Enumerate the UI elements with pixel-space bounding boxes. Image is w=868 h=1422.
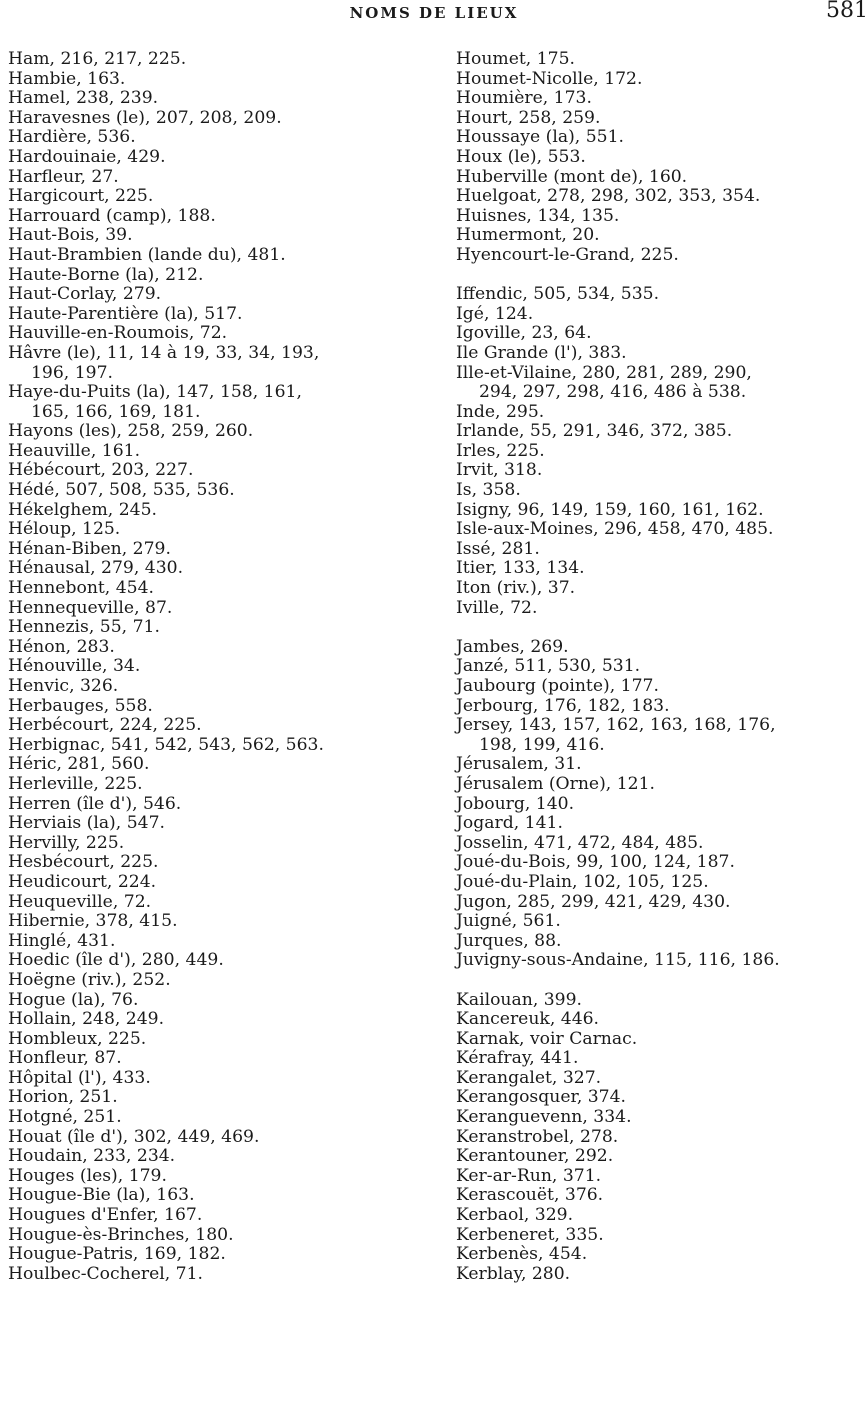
section-gap [456,971,868,991]
index-entry: Jambes, 269. [456,636,569,657]
index-entry: Harfleur, 27. [8,166,119,187]
index-entry: Haravesnes (le), 207, 208, 209. [8,107,282,128]
index-entry: Hennebont, 454. [8,578,154,599]
index-entry: Hébécourt, 203, 227. [8,460,194,481]
index-entry: Hauville-en-Roumois, 72. [8,323,228,344]
index-entry-continuation: 196, 197. [31,362,114,383]
index-entry: Héric, 281, 560. [8,754,150,775]
index-entry: Hinglé, 431. [8,930,116,951]
index-entry: Hombleux, 225. [8,1028,147,1049]
index-column-right [456,50,868,1284]
index-entry: Hardouinaie, 429. [8,146,166,167]
index-entry: Houat (île d'), 302, 449, 469. [8,1126,260,1147]
index-entry: Huelgoat, 278, 298, 302, 353, 354. [456,186,761,207]
index-entry: Kerantouner, 292. [456,1146,614,1167]
index-entry: Jerbourg, 176, 182, 183. [456,695,670,716]
index-entry: Hougue-Bie (la), 163. [8,1185,195,1206]
index-entry: Huberville (mont de), 160. [456,166,688,187]
index-entry: Kerblay, 280. [456,1263,571,1284]
index-entry: Hénouville, 34. [8,656,141,677]
index-entry: Heudicourt, 224. [8,871,157,892]
index-entry: Humermont, 20. [456,225,600,246]
index-entry: Jérusalem, 31. [456,754,582,775]
index-entry: Kancereuk, 446. [456,1009,600,1030]
index-entry: Hourt, 258, 259. [456,107,601,128]
index-entry: Hâvre (le), 11, 14 à 19, 33, 34, 193, [8,342,320,363]
index-entry: Kerascouët, 376. [456,1185,604,1206]
index-entry: Horion, 251. [8,1087,118,1108]
index-entry: Houx (le), 553. [456,146,586,167]
index-entry: Jurques, 88. [456,930,562,951]
index-entry: Hamel, 238, 239. [8,88,159,109]
index-entry: Isigny, 96, 149, 159, 160, 161, 162. [456,499,764,520]
index-entry: Houmière, 173. [456,88,592,109]
index-entry: Keranstrobel, 278. [456,1126,619,1147]
index-entry: Jobourg, 140. [456,793,575,814]
index-entry: Herbécourt, 224, 225. [8,715,202,736]
index-entry: Hotgné, 251. [8,1107,122,1128]
index-entry: Houges (les), 179. [8,1165,167,1186]
index-entry: Hougue-ès-Brinches, 180. [8,1224,234,1245]
index-column-left [8,50,428,1284]
index-entry: Irvit, 318. [456,460,543,481]
index-entry: Iville, 72. [456,597,538,618]
index-entry: Hoedic (île d'), 280, 449. [8,950,224,971]
index-entry: Keranguevenn, 334. [456,1107,632,1128]
index-entry: Haut-Bois, 39. [8,225,133,246]
index-entry: Juvigny-sous-Andaine, 115, 116, 186. [456,950,780,971]
index-entry: Kailouan, 399. [456,989,583,1010]
index-entry: Igoville, 23, 64. [456,323,592,344]
index-entry: Hibernie, 378, 415. [8,911,178,932]
index-entry: Jaubourg (pointe), 177. [456,676,659,696]
index-entry: Houdain, 233, 234. [8,1146,176,1167]
index-entry: Herbauges, 558. [8,695,153,716]
index-entry: Igé, 124. [456,303,534,324]
index-entry: Kerangalet, 327. [456,1067,602,1088]
index-entry: Hambie, 163. [8,68,126,89]
index-entry: Inde, 295. [456,401,545,422]
index-entry: Isle-aux-Moines, 296, 458, 470, 485. [456,519,774,540]
index-entry: Kerangosquer, 374. [456,1087,627,1108]
index-entry: Hargicourt, 225. [8,186,154,207]
index-entry: Heauville, 161. [8,440,141,461]
index-entry: Issé, 281. [456,538,540,559]
index-entry: Kérafray, 441. [456,1048,579,1069]
index-entry: Hénan-Biben, 279. [8,538,171,559]
index-entry: Kerbaol, 329. [456,1205,574,1226]
index-entry: Herleville, 225. [8,773,143,794]
index-entry: Iffendic, 505, 534, 535. [456,284,660,305]
index-entry: Hogue (la), 76. [8,989,139,1010]
index-entry: Is, 358. [456,480,521,501]
index-entry: Harrouard (camp), 188. [8,205,216,226]
page-header [0,0,868,36]
index-entry: Huisnes, 134, 135. [456,205,620,226]
section-gap [456,266,868,286]
index-entry: Ille-et-Vilaine, 280, 281, 289, 290, [456,362,752,383]
index-entry: Hennequeville, 87. [8,597,173,618]
index-entry: Houlbec-Cocherel, 71. [8,1263,204,1284]
index-entry: Jogard, 141. [456,813,563,834]
index-entry: Jugon, 285, 299, 421, 429, 430. [456,891,731,912]
running-title: NOMS DE LIEUX [349,4,519,22]
index-entry: Hesbécourt, 225. [8,852,159,873]
index-entry: Haute-Parentière (la), 517. [8,303,243,324]
index-entry: Hervilly, 225. [8,832,125,853]
index-entry: Kerbeneret, 335. [456,1224,604,1245]
index-entry-continuation: 294, 297, 298, 416, 486 à 538. [479,382,747,403]
index-entry: Irlande, 55, 291, 346, 372, 385. [456,421,733,442]
index-entry: Jersey, 143, 157, 162, 163, 168, 176, [456,715,776,736]
index-entry: Itier, 133, 134. [456,558,585,579]
index-entry: Kerbenès, 454. [456,1244,588,1265]
index-entry: Karnak, voir Carnac. [456,1028,638,1049]
index-entry: Juigné, 561. [456,911,561,932]
index-entry: Hollain, 248, 249. [8,1009,165,1030]
index-entry: Hougue-Patris, 169, 182. [8,1244,226,1265]
index-entry: Herviais (la), 547. [8,813,165,834]
index-entry: Héloup, 125. [8,519,121,540]
index-entry: Hoëgne (riv.), 252. [8,969,171,990]
index-entry: Iton (riv.), 37. [456,578,576,599]
index-entry: Haut-Brambien (lande du), 481. [8,244,286,265]
index-entry: Herbignac, 541, 542, 543, 562, 563. [8,734,324,755]
index-entry: Ker-ar-Run, 371. [456,1165,602,1186]
index-entry: Ham, 216, 217, 225. [8,49,187,69]
page-number: 581 [826,0,868,23]
index-entry: Ile Grande (l'), 383. [456,342,627,363]
index-entry: Hyencourt-le-Grand, 225. [456,244,679,265]
index-entry: Hougues d'Enfer, 167. [8,1205,203,1226]
section-gap [456,618,868,638]
index-entry: Hennezis, 55, 71. [8,617,160,638]
index-entry: Janzé, 511, 530, 531. [456,656,641,677]
index-entry: Josselin, 471, 472, 484, 485. [456,832,704,853]
index-entry: Hôpital (l'), 433. [8,1067,151,1088]
index-entry: Haute-Borne (la), 212. [8,264,204,285]
index-entry: Hayons (les), 258, 259, 260. [8,421,254,442]
index-entry: Houssaye (la), 551. [456,127,624,148]
index-entry: Haut-Corlay, 279. [8,284,162,305]
index-entry: Houmet-Nicolle, 172. [456,68,643,89]
index-entry: Joué-du-Bois, 99, 100, 124, 187. [456,852,735,873]
index-entry: Hédé, 507, 508, 535, 536. [8,480,235,501]
index-entry: Henvic, 326. [8,676,119,696]
index-entry: Irles, 225. [456,440,545,461]
index-entry: Hardière, 536. [8,127,136,148]
index-entry-continuation: 198, 199, 416. [479,734,605,755]
index-entry: Hékelghem, 245. [8,499,157,520]
index-entry: Joué-du-Plain, 102, 105, 125. [456,871,709,892]
index-entry: Heuqueville, 72. [8,891,152,912]
index-entry: Honfleur, 87. [8,1048,122,1069]
index-entry: Hénausal, 279, 430. [8,558,184,579]
index-entry: Hénon, 283. [8,636,115,657]
index-entry: Houmet, 175. [456,49,575,69]
index-entry: Herren (île d'), 546. [8,793,182,814]
index-entry: Haye-du-Puits (la), 147, 158, 161, [8,382,302,403]
index-entry: Jérusalem (Orne), 121. [456,773,655,794]
index-entry-continuation: 165, 166, 169, 181. [31,401,201,422]
